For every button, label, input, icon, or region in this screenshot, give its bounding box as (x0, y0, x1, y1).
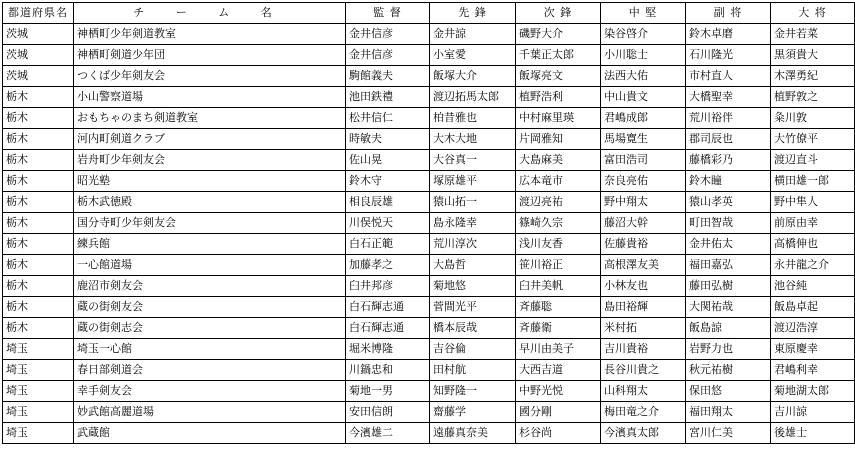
table-row (3, 276, 855, 297)
cell-team-name: つくば少年剣友会 (74, 66, 346, 87)
cell-prefecture: 埼玉 (3, 339, 74, 360)
cell-fukusho: 岩野力也 (686, 339, 771, 360)
cell-coach: 駒館義夫 (346, 66, 430, 87)
cell-taisho: 吉川諒 (771, 402, 855, 423)
cell-taisho: 粂川敦 (771, 108, 855, 129)
cell-fukusho: 福田嘉弘 (686, 255, 771, 276)
table-row (3, 87, 855, 108)
cell-senpo: 橋本辰哉 (430, 318, 516, 339)
cell-jiho: 千葉正太郎 (516, 45, 601, 66)
cell-prefecture: 栃木 (3, 150, 74, 171)
table-row (3, 423, 855, 444)
cell-chuken: 今濱真太郎 (601, 423, 686, 444)
cell-prefecture: 栃木 (3, 318, 74, 339)
cell-fukusho: 荒川裕伴 (686, 108, 771, 129)
header-fukusho: 副 将 (686, 3, 771, 24)
cell-jiho: 植野浩利 (516, 87, 601, 108)
cell-fukusho: 石川隆光 (686, 45, 771, 66)
cell-fukusho: 市村直人 (686, 66, 771, 87)
cell-jiho: 斉藤聡 (516, 297, 601, 318)
cell-chuken: 小川聡士 (601, 45, 686, 66)
cell-team-name: 鹿沼市剣友会 (74, 276, 346, 297)
cell-coach: 加藤孝之 (346, 255, 430, 276)
cell-senpo: 小室愛 (430, 45, 516, 66)
cell-prefecture: 栃木 (3, 171, 74, 192)
header-jiho: 次 鋒 (516, 3, 601, 24)
cell-taisho: 飯島卓起 (771, 297, 855, 318)
cell-senpo: 柏昔雅也 (430, 108, 516, 129)
table-body (3, 24, 855, 444)
cell-jiho: 杉谷尚 (516, 423, 601, 444)
cell-taisho: 渡辺浩淳 (771, 318, 855, 339)
cell-chuken: 馬場寛生 (601, 129, 686, 150)
cell-chuken: 中山貴文 (601, 87, 686, 108)
cell-taisho: 金井若菜 (771, 24, 855, 45)
table-row (3, 339, 855, 360)
cell-coach: 池田鉄禮 (346, 87, 430, 108)
header-chuken: 中 堅 (601, 3, 686, 24)
cell-team-name: 神栖町剣道少年団 (74, 45, 346, 66)
cell-prefecture: 埼玉 (3, 423, 74, 444)
cell-jiho: 臼井美帆 (516, 276, 601, 297)
cell-fukusho: 鈴木瞳 (686, 171, 771, 192)
cell-jiho: 篠崎久宗 (516, 213, 601, 234)
team-roster-table (2, 2, 855, 444)
cell-fukusho: 宮川仁美 (686, 423, 771, 444)
cell-coach: 金井信彦 (346, 45, 430, 66)
cell-coach: 松井信仁 (346, 108, 430, 129)
cell-chuken: 米村拓 (601, 318, 686, 339)
cell-jiho: 笹川裕正 (516, 255, 601, 276)
table-row (3, 234, 855, 255)
cell-coach: 今濱雄二 (346, 423, 430, 444)
cell-taisho: 池谷純 (771, 276, 855, 297)
cell-prefecture: 茨城 (3, 24, 74, 45)
cell-senpo: 菊地悠 (430, 276, 516, 297)
cell-jiho: 中村麻里瑛 (516, 108, 601, 129)
cell-taisho: 木澤勇紀 (771, 66, 855, 87)
cell-prefecture: 栃木 (3, 129, 74, 150)
cell-prefecture: 茨城 (3, 66, 74, 87)
cell-senpo: 大谷真一 (430, 150, 516, 171)
header-senpo: 先 鋒 (430, 3, 516, 24)
cell-team-name: 幸手剣友会 (74, 381, 346, 402)
cell-coach: 時敏夫 (346, 129, 430, 150)
cell-taisho: 横田雄一郎 (771, 171, 855, 192)
cell-jiho: 國分剛 (516, 402, 601, 423)
table-row (3, 318, 855, 339)
cell-jiho: 早川由美子 (516, 339, 601, 360)
cell-chuken: 藤沼大幹 (601, 213, 686, 234)
cell-team-name: 練兵館 (74, 234, 346, 255)
cell-chuken: 佐藤貴裕 (601, 234, 686, 255)
cell-taisho: 大竹僚平 (771, 129, 855, 150)
cell-team-name: 蔵の街剣志会 (74, 318, 346, 339)
cell-senpo: 大木大地 (430, 129, 516, 150)
cell-taisho: 永井龍之介 (771, 255, 855, 276)
cell-coach: 菊地一男 (346, 381, 430, 402)
cell-coach: 臼井邦彦 (346, 276, 430, 297)
cell-taisho: 高橋伸也 (771, 234, 855, 255)
cell-prefecture: 栃木 (3, 213, 74, 234)
cell-senpo: 荒川淳次 (430, 234, 516, 255)
cell-team-name: 神栖町少年剣道教室 (74, 24, 346, 45)
cell-chuken: 梅田竜之介 (601, 402, 686, 423)
cell-fukusho: 町田智哉 (686, 213, 771, 234)
cell-coach: 相良辰雄 (346, 192, 430, 213)
table-row (3, 213, 855, 234)
cell-senpo: 飯塚大介 (430, 66, 516, 87)
table-row (3, 381, 855, 402)
table-row (3, 255, 855, 276)
table-row (3, 129, 855, 150)
cell-team-name: 栃木武徳殿 (74, 192, 346, 213)
cell-taisho: 後雄士 (771, 423, 855, 444)
cell-team-name: おもちゃのまち剣道教室 (74, 108, 346, 129)
cell-coach: 川俣悦天 (346, 213, 430, 234)
cell-taisho: 渡辺直斗 (771, 150, 855, 171)
cell-jiho: 飯塚亮文 (516, 66, 601, 87)
table-row (3, 192, 855, 213)
cell-senpo: 吉谷倫 (430, 339, 516, 360)
cell-senpo: 遠藤真奈美 (430, 423, 516, 444)
table-row (3, 402, 855, 423)
cell-chuken: 長谷川貴之 (601, 360, 686, 381)
cell-fukusho: 大関祐哉 (686, 297, 771, 318)
table-row (3, 150, 855, 171)
cell-coach: 白石輝志通 (346, 318, 430, 339)
cell-coach: 川鍋忠和 (346, 360, 430, 381)
table-row (3, 297, 855, 318)
cell-team-name: 蔵の街剣友会 (74, 297, 346, 318)
cell-senpo: 田村航 (430, 360, 516, 381)
cell-prefecture: 茨城 (3, 45, 74, 66)
cell-prefecture: 栃木 (3, 87, 74, 108)
cell-team-name: 小山警察道場 (74, 87, 346, 108)
table-row (3, 360, 855, 381)
cell-fukusho: 福田翔太 (686, 402, 771, 423)
cell-prefecture: 栃木 (3, 255, 74, 276)
header-team-name: チ ー ム 名 (74, 3, 346, 24)
cell-taisho: 黒須貴大 (771, 45, 855, 66)
cell-jiho: 斉藤衛 (516, 318, 601, 339)
cell-senpo: 大島哲 (430, 255, 516, 276)
cell-coach: 堀米博隆 (346, 339, 430, 360)
cell-senpo: 金井諒 (430, 24, 516, 45)
cell-taisho: 前原由幸 (771, 213, 855, 234)
cell-prefecture: 埼玉 (3, 402, 74, 423)
cell-jiho: 大西吉道 (516, 360, 601, 381)
cell-team-name: 妙武館高麗道場 (74, 402, 346, 423)
cell-fukusho: 飯島諒 (686, 318, 771, 339)
cell-team-name: 国分寺町少年剣友会 (74, 213, 346, 234)
cell-fukusho: 藤橋彩乃 (686, 150, 771, 171)
cell-chuken: 野中翔太 (601, 192, 686, 213)
table-row (3, 24, 855, 45)
cell-fukusho: 保田悠 (686, 381, 771, 402)
cell-team-name: 埼玉一心館 (74, 339, 346, 360)
cell-jiho: 磯野大介 (516, 24, 601, 45)
cell-chuken: 君嶋成郎 (601, 108, 686, 129)
cell-prefecture: 栃木 (3, 108, 74, 129)
cell-chuken: 島田裕輝 (601, 297, 686, 318)
cell-team-name: 武蔵館 (74, 423, 346, 444)
cell-team-name: 春日部剣道会 (74, 360, 346, 381)
cell-coach: 白石正範 (346, 234, 430, 255)
cell-senpo: 猿山拓一 (430, 192, 516, 213)
cell-senpo: 塚原雄平 (430, 171, 516, 192)
cell-chuken: 法西大佑 (601, 66, 686, 87)
header-prefecture: 都道府県名 (3, 3, 74, 24)
cell-fukusho: 秋元祐樹 (686, 360, 771, 381)
cell-jiho: 広本竜市 (516, 171, 601, 192)
cell-prefecture: 栃木 (3, 192, 74, 213)
cell-taisho: 野中隼人 (771, 192, 855, 213)
header-taisho: 大 将 (771, 3, 855, 24)
table-row (3, 45, 855, 66)
cell-chuken: 山科翔太 (601, 381, 686, 402)
cell-fukusho: 大橋聖幸 (686, 87, 771, 108)
cell-coach: 鈴木守 (346, 171, 430, 192)
cell-senpo: 渡辺拓馬太郎 (430, 87, 516, 108)
cell-fukusho: 藤田弘樹 (686, 276, 771, 297)
cell-taisho: 君嶋利幸 (771, 360, 855, 381)
cell-prefecture: 埼玉 (3, 360, 74, 381)
cell-fukusho: 猿山孝英 (686, 192, 771, 213)
cell-prefecture: 栃木 (3, 234, 74, 255)
cell-chuken: 染谷啓介 (601, 24, 686, 45)
header-row (3, 3, 855, 24)
cell-coach: 金井信彦 (346, 24, 430, 45)
cell-fukusho: 郡司辰也 (686, 129, 771, 150)
cell-team-name: 岩舟町少年剣友会 (74, 150, 346, 171)
cell-senpo: 菅間光平 (430, 297, 516, 318)
table-row (3, 108, 855, 129)
cell-prefecture: 栃木 (3, 297, 74, 318)
cell-prefecture: 埼玉 (3, 381, 74, 402)
cell-fukusho: 鈴木卓磨 (686, 24, 771, 45)
cell-jiho: 浅川友香 (516, 234, 601, 255)
cell-prefecture: 栃木 (3, 276, 74, 297)
cell-jiho: 中野光悦 (516, 381, 601, 402)
table-row (3, 66, 855, 87)
cell-chuken: 富田浩司 (601, 150, 686, 171)
cell-chuken: 吉川貴裕 (601, 339, 686, 360)
cell-coach: 安田信朗 (346, 402, 430, 423)
cell-chuken: 高根澤友美 (601, 255, 686, 276)
cell-team-name: 一心館道場 (74, 255, 346, 276)
cell-coach: 白石輝志通 (346, 297, 430, 318)
cell-team-name: 河内町剣道クラブ (74, 129, 346, 150)
table-row (3, 171, 855, 192)
cell-taisho: 菊地湖太郎 (771, 381, 855, 402)
cell-jiho: 片岡雅知 (516, 129, 601, 150)
cell-chuken: 奈良亮佑 (601, 171, 686, 192)
cell-jiho: 大島麻美 (516, 150, 601, 171)
cell-chuken: 小林友也 (601, 276, 686, 297)
cell-fukusho: 金井佑太 (686, 234, 771, 255)
cell-senpo: 島永隆幸 (430, 213, 516, 234)
cell-coach: 佐山晃 (346, 150, 430, 171)
cell-senpo: 知野隆一 (430, 381, 516, 402)
header-coach: 監 督 (346, 3, 430, 24)
cell-jiho: 渡辺亮祐 (516, 192, 601, 213)
cell-senpo: 齋藤学 (430, 402, 516, 423)
cell-taisho: 植野敦之 (771, 87, 855, 108)
cell-team-name: 昭光塾 (74, 171, 346, 192)
cell-taisho: 東原慶幸 (771, 339, 855, 360)
